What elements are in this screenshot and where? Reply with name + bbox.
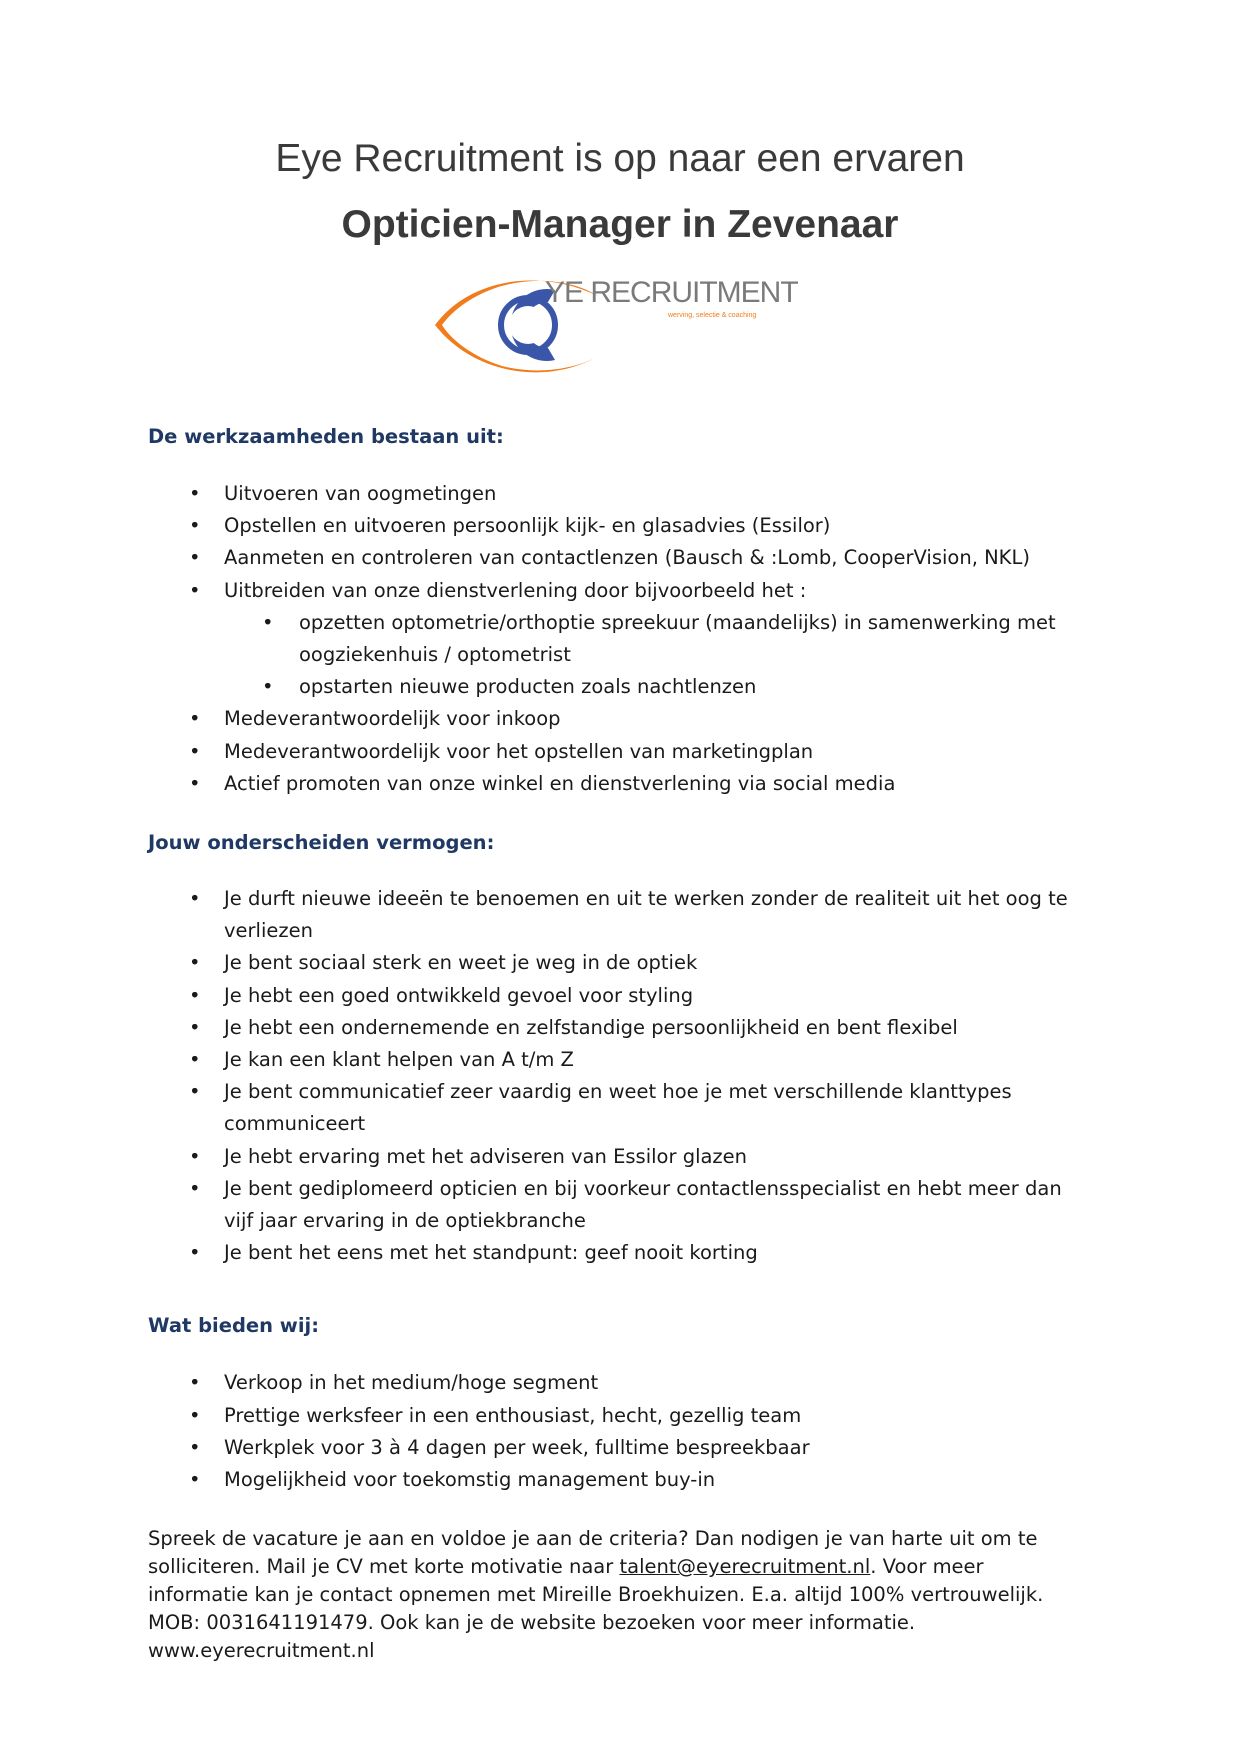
list-item: • Actief promoten van onze winkel en dienstverlening via social media <box>148 768 1088 800</box>
bullet-icon: • <box>189 514 201 538</box>
sub-list-item: • opstarten nieuwe producten zoals nachtlenzen <box>148 671 1088 703</box>
logo-tagline: werving, selectie & coaching <box>668 312 757 319</box>
bullet-icon: • <box>262 675 274 699</box>
list-item: • Je bent communicatief zeer vaardig en weet hoe je met verschillende klanttypes communiceert <box>148 1076 1088 1140</box>
list-item: • Uitvoeren van oogmetingen <box>148 478 1088 510</box>
document-body <box>148 423 1088 1685</box>
list-item: • Mogelijkheid voor toekomstig management buy-in <box>148 1464 1088 1496</box>
list-item: • Verkoop in het medium/hoge segment <box>148 1367 1088 1399</box>
section-heading-werkzaamheden: De werkzaamheden bestaan uit: <box>148 425 504 448</box>
bullet-icon: • <box>189 951 201 975</box>
list-item: • Prettige werksfeer in een enthousiast, hecht, gezellig team <box>148 1400 1088 1432</box>
list-item: • Werkplek voor 3 à 4 dagen per week, fulltime bespreekbaar <box>148 1432 1088 1464</box>
bullet-icon: • <box>189 707 201 731</box>
list-item: • Opstellen en uitvoeren persoonlijk kijk- en glasadvies (Essilor) <box>148 510 1088 542</box>
list-item: • Je durft nieuwe ideeën te benoemen en uit te werken zonder de realiteit uit het oog te verliezen <box>148 883 1088 947</box>
section-heading-bieden: Wat bieden wij: <box>148 1314 319 1338</box>
bullet-icon: • <box>189 546 201 570</box>
list-item: • Je bent het eens met het standpunt: geef nooit korting <box>148 1237 1088 1269</box>
email-link[interactable]: talent@eyerecruitment.nl <box>619 1555 871 1579</box>
bullet-icon: • <box>189 1015 201 1039</box>
logo-wordmark: YE RECRUITMENT <box>545 276 798 309</box>
vermogen-list <box>148 883 1088 1269</box>
outro-text-after: . Voor meer informatie kan je contact opnemen met Mireille Broekhuizen. E.a. altijd 100% vertrouwelijk. MOB: 0031641191479. Ook kan je de website bezoeken voor meer informatie. www.eyerecruitment.nl <box>148 1555 1044 1663</box>
list-item: • Aanmeten en controleren van contactlenzen (Bausch & :Lomb, CooperVision, NKL) <box>148 542 1088 574</box>
list-item: • Je bent sociaal sterk en weet je weg in de optiek <box>148 947 1088 979</box>
page-title-line2: Opticien-Manager in Zevenaar <box>341 203 899 246</box>
list-item: • Uitbreiden van onze dienstverlening door bijvoorbeeld het : <box>148 575 1088 607</box>
bullet-icon: • <box>189 1176 201 1200</box>
werkzaamheden-list <box>148 478 1088 800</box>
list-item: • Je bent gediplomeerd opticien en bij voorkeur contactlensspecialist en hebt meer dan vijf jaar ervaring in de optiekbranche <box>148 1173 1088 1237</box>
list-item: • Je hebt een goed ontwikkeld gevoel voor styling <box>148 980 1088 1012</box>
list-item: • Medeverantwoordelijk voor het opstellen van marketingplan <box>148 736 1088 768</box>
bullet-icon: • <box>189 983 201 1007</box>
eye-recruitment-logo <box>430 268 810 383</box>
bullet-icon: • <box>189 887 201 911</box>
list-item: • Je hebt een ondernemende en zelfstandige persoonlijkheid en bent flexibel <box>148 1012 1088 1044</box>
bullet-icon: • <box>189 1241 201 1265</box>
section-heading-vermogen: Jouw onderscheiden vermogen: <box>148 831 495 855</box>
bullet-icon: • <box>189 1048 201 1072</box>
list-item: • Je kan een klant helpen van A t/m Z <box>148 1044 1088 1076</box>
bullet-icon: • <box>189 739 201 763</box>
bullet-icon: • <box>262 610 274 634</box>
closing-paragraph <box>148 1525 1088 1665</box>
bullet-icon: • <box>189 578 201 602</box>
bullet-icon: • <box>189 1080 201 1104</box>
bullet-icon: • <box>189 1371 201 1395</box>
bullet-icon: • <box>189 1435 201 1459</box>
bullet-icon: • <box>189 1403 201 1427</box>
bullet-icon: • <box>189 482 201 505</box>
bullet-icon: • <box>189 1468 201 1492</box>
page-title-line1: Eye Recruitment is op naar een ervaren <box>275 137 965 180</box>
bieden-list <box>148 1367 1088 1496</box>
list-item: • Medeverantwoordelijk voor inkoop <box>148 703 1088 735</box>
sub-list-item: • opzetten optometrie/orthoptie spreekuur (maandelijks) in samenwerking met oogziekenhuis / optometrist <box>148 607 1088 671</box>
outro-text-before: Spreek de vacature je aan en voldoe je aan de criteria? Dan nodigen je van harte uit om te solliciteren. Mail je CV met korte motivatie naar <box>148 1527 1038 1579</box>
list-item: • Je hebt ervaring met het adviseren van Essilor glazen <box>148 1141 1088 1173</box>
bullet-icon: • <box>189 1144 201 1168</box>
bullet-icon: • <box>189 771 201 795</box>
